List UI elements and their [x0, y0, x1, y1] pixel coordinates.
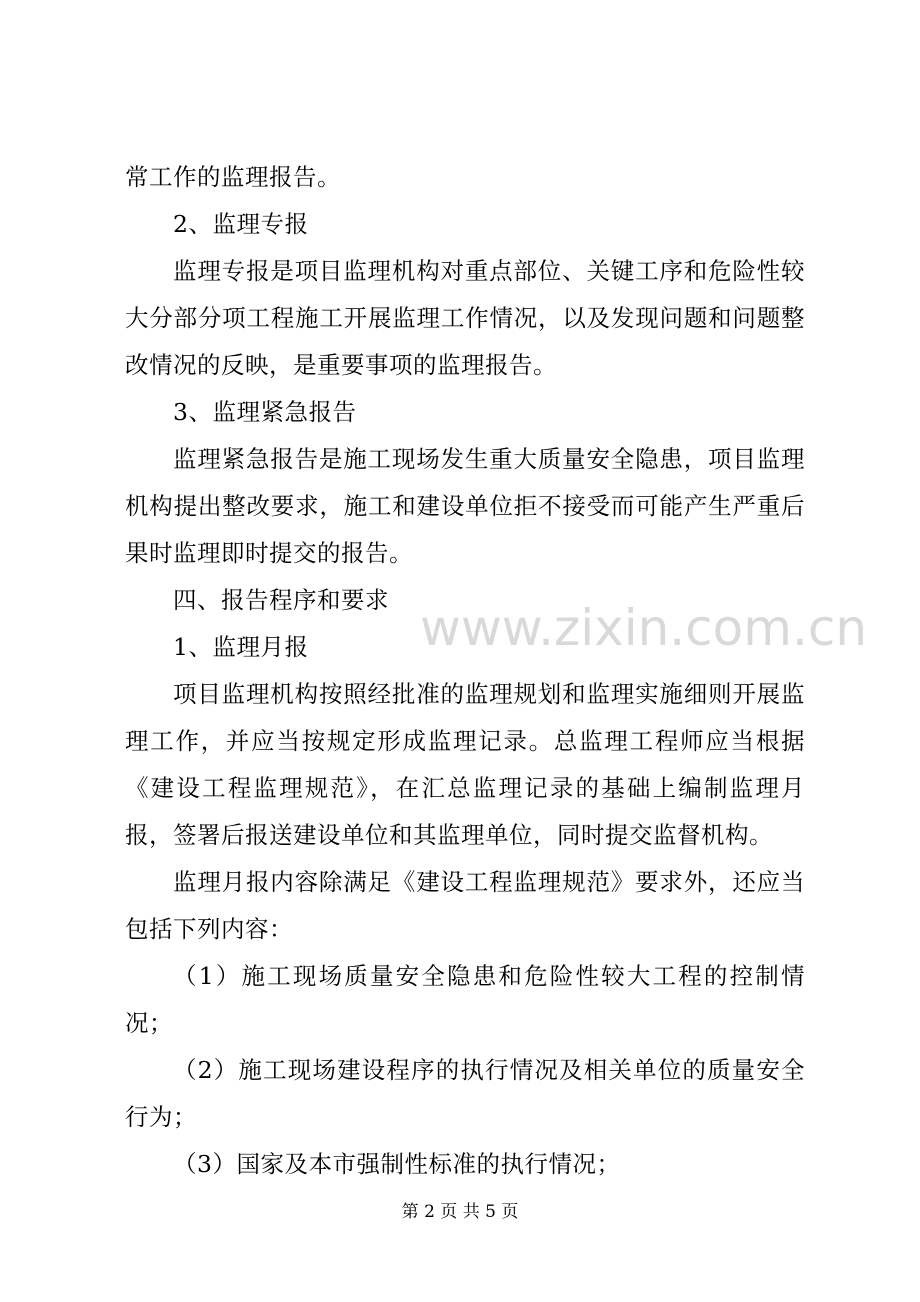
section-heading-special-report: 2、监理专报 — [173, 210, 309, 238]
list-item-2: （2）施工现场建设程序的执行情况及相关单位的质量安全行为； — [125, 1056, 805, 1131]
watermark: www.zixin.com.cn — [420, 599, 868, 657]
list-item-1: （1）施工现场质量安全隐患和危险性较大工程的控制情况； — [125, 962, 805, 1037]
section-heading-procedure: 四、报告程序和要求 — [173, 586, 389, 614]
page-footer: 第 2 页 共 5 页 — [401, 1202, 519, 1222]
paragraph-emergency-report: 监理紧急报告是施工现场发生重大质量安全隐患，项目监理机构提出整改要求，施工和建设单位拒不接受而可能产生严重后果时监理即时提交的报告。 — [125, 445, 805, 567]
paragraph-special-report: 监理专报是项目监理机构对重点部位、关键工序和危险性较大分部分项工程施工开展监理工作情况，以及发现问题和问题整改情况的反映，是重要事项的监理报告。 — [125, 257, 805, 379]
document-body — [125, 154, 805, 1188]
paragraph-monthly-content: 监理月报内容除满足《建设工程监理规范》要求外，还应当包括下列内容： — [125, 868, 805, 943]
paragraph-continuation: 常工作的监理报告。 — [125, 163, 341, 191]
list-item-3: （3）国家及本市强制性标准的执行情况； — [173, 1150, 621, 1178]
section-heading-monthly-report: 1、监理月报 — [173, 633, 309, 661]
section-heading-emergency-report: 3、监理紧急报告 — [173, 398, 357, 426]
paragraph-monthly-report: 项目监理机构按照经批准的监理规划和监理实施细则开展监理工作，并应当按规定形成监理记录。总监理工程师应当根据《建设工程监理规范》，在汇总监理记录的基础上编制监理月报，签署后报送建设单位和其监理单位，同时提交监督机构。 — [125, 680, 805, 849]
